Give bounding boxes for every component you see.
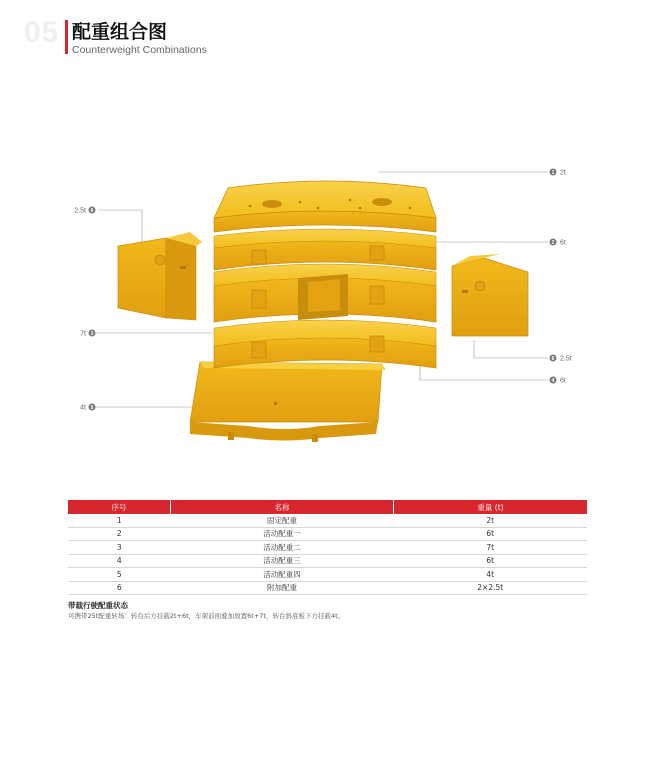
callout-4 [550, 377, 566, 385]
callout-6-left [74, 207, 95, 215]
col-header-weight: 重量 (t) [394, 500, 588, 514]
cell-name: 固定配重 [171, 514, 394, 527]
counterweight-block-6-right [452, 254, 528, 336]
callout-3 [80, 330, 95, 338]
header-accent-bar [65, 20, 68, 54]
callout-2 [550, 239, 566, 247]
callout-3-label: 7t [80, 330, 86, 338]
cell-no: 2 [68, 527, 171, 541]
table-row [68, 541, 587, 555]
page-subtitle: Counterweight Combinations [72, 44, 207, 56]
callout-5 [80, 404, 95, 412]
cell-no: 3 [68, 541, 171, 555]
cell-weight: 7t [394, 541, 588, 555]
callout-1-number: 1 [551, 169, 555, 176]
cell-name: 附加配重 [171, 581, 394, 595]
callout-6-right-label: 2.5t [560, 355, 572, 363]
callout-1-label: 2t [560, 169, 566, 177]
table-row [68, 581, 587, 595]
cell-name: 活动配重三 [171, 554, 394, 568]
cell-weight: 2t [394, 514, 588, 527]
callout-2-label: 6t [560, 239, 566, 247]
cell-weight: 4t [394, 568, 588, 582]
counterweight-block-1 [214, 181, 436, 232]
callout-6-right-number: 6 [551, 355, 555, 362]
cell-name: 活动配重四 [171, 568, 394, 582]
table-row [68, 554, 587, 568]
cell-no: 6 [68, 581, 171, 595]
cell-no: 4 [68, 554, 171, 568]
callout-5-number: 5 [90, 404, 94, 411]
cell-no: 1 [68, 514, 171, 527]
table-row [68, 568, 587, 582]
section-number: 05 [24, 16, 60, 49]
cell-weight: 2×2.5t [394, 581, 588, 595]
note-title: 带载行驶配重状态 [68, 601, 128, 610]
callout-5-label: 4t [80, 404, 86, 412]
callout-4-number: 4 [551, 377, 555, 384]
page-title: 配重组合图 [72, 21, 168, 43]
cell-weight: 6t [394, 527, 588, 541]
table-row [68, 514, 587, 527]
table-header-row [68, 500, 587, 514]
callout-3-number: 3 [90, 330, 94, 337]
counterweight-block-3 [214, 264, 436, 322]
note-text: 可携带25t配重转场：转台后方挂载2t+6t，车架前面叠加放置6t+7t，转台斜底板下方挂载4t。 [68, 612, 345, 620]
callout-1 [550, 169, 566, 177]
counterweight-diagram [0, 150, 656, 450]
leader-line-4 [420, 355, 548, 380]
counterweight-block-6-left [118, 232, 202, 320]
callout-6-left-number: 6 [90, 207, 94, 214]
table-row [68, 527, 587, 541]
cell-name: 活动配重二 [171, 541, 394, 555]
col-header-name: 名称 [171, 500, 394, 514]
callout-6-right [550, 355, 572, 363]
cell-name: 活动配重一 [171, 527, 394, 541]
leader-line-6-left [98, 210, 142, 242]
counterweight-block-4 [214, 320, 436, 368]
callout-6-left-label: 2.5t [74, 207, 86, 215]
cell-no: 5 [68, 568, 171, 582]
leader-line-6-right [474, 340, 548, 358]
counterweight-table [68, 500, 587, 595]
counterweight-block-5 [190, 362, 386, 442]
callout-2-number: 2 [551, 239, 555, 246]
cell-weight: 6t [394, 554, 588, 568]
col-header-no: 序号 [68, 500, 171, 514]
callout-4-label: 6t [560, 377, 566, 385]
